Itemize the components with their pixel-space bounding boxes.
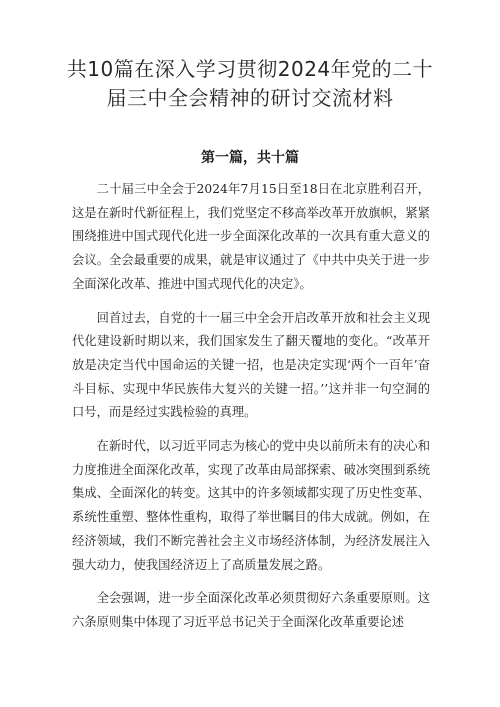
paragraph-4: 全会强调，进一步全面深化改革必须贯彻好六条重要原则。这六条原则集中体现了习近平总书记关于全面深化改革重要论述	[72, 591, 430, 629]
section-heading: 第一篇，共十篇	[201, 150, 299, 166]
paragraph-1: 二十届三中全会于2024年7月15日至18日在北京胜利召开，这是在新时代新征程上，我们党坚定不移高举改革开放旗帜，紧紧围绕推进中国式现代化进一步全面深化改革的一次具有重大意义的会议。全会最重要的成果，就是审议通过了《中共中央关于进一步全面深化改革、推进中国式现代化的决定》。	[72, 182, 430, 291]
paragraph-3: 在新时代，以习近平同志为核心的党中央以前所未有的决心和力度推进全面深化改革，实现了改革由局部探索、破冰突围到系统集成、全面深化的转变。这其中的许多领域都实现了历史性变革、系统性重塑、整体性重构，取得了举世瞩目的伟大成就。例如，在经济领域，我们不断完善社会主义市场经济体制，为经济发展注入强大动力，使我国经济迈上了高质量发展之路。	[72, 439, 430, 572]
paragraph-2: 回首过去，自党的十一届三中全会开启改革开放和社会主义现代化建设新时期以来，我们国家发生了翻天覆地的变化。“改革开放是决定当代中国命运的关键一招，也是决定实现‘两个一百年’奋斗目标、实现中华民族伟大复兴的关键一招。’’这并非一句空洞的口号，而是经过实践检验的真理。	[72, 310, 430, 420]
document-title: 共10篇在深入学习贯彻2024年党的二十届三中全会精神的研讨交流材料	[66, 57, 434, 110]
document-body	[72, 178, 430, 645]
